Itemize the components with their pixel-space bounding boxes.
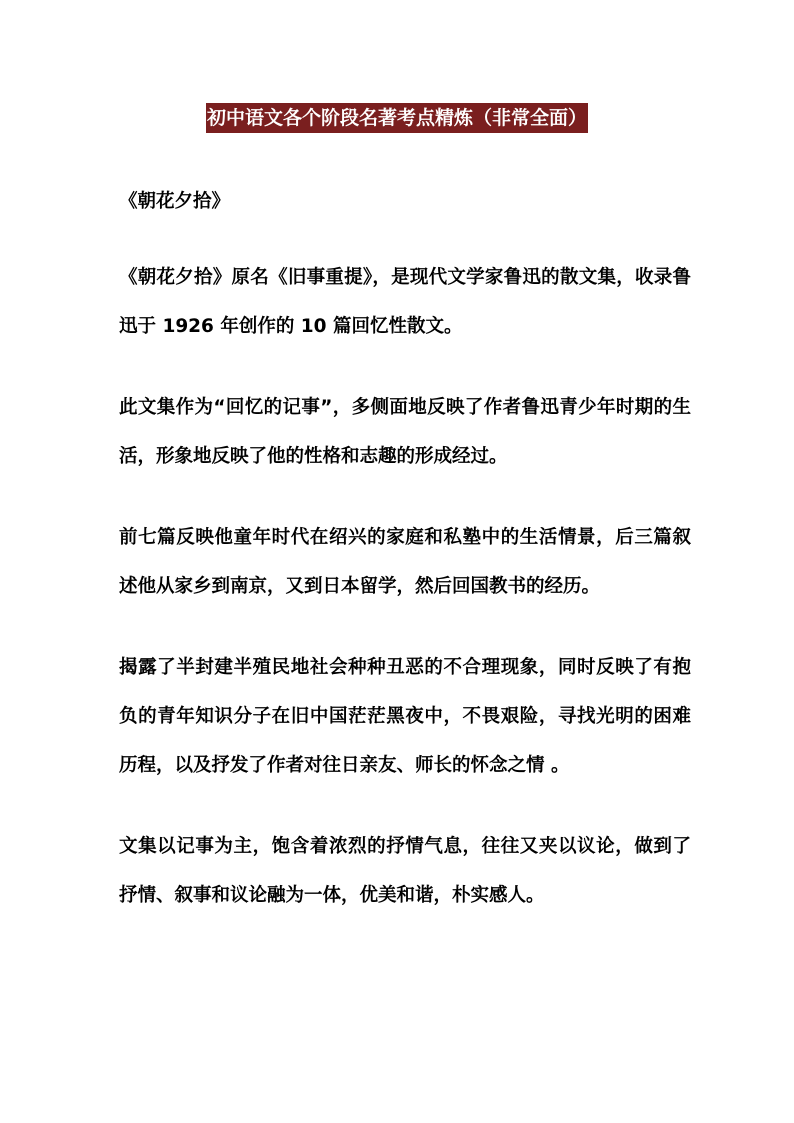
document-title: 初中语文各个阶段名著考点精炼（非常全面） xyxy=(206,103,588,133)
section-heading: 《朝花夕拾》 xyxy=(119,191,231,212)
paragraph-structure: 前七篇反映他童年时代在绍兴的家庭和私塾中的生活情景，后三篇叙述他从家乡到南京，又到日本留学，然后回国教书的经历。 xyxy=(119,527,691,597)
paragraph-intro: 《朝花夕拾》原名《旧事重提》，是现代文学家鲁迅的散文集，收录鲁迅于 1926 年创作的 10 篇回忆性散文。 xyxy=(119,267,691,337)
paragraph-memoir-record: 此文集作为“回忆的记事”，多侧面地反映了作者鲁迅青少年时期的生活，形象地反映了他的性格和志趣的形成经过。 xyxy=(119,397,691,467)
paragraph-themes: 揭露了半封建半殖民地社会种种丑恶的不合理现象，同时反映了有抱负的青年知识分子在旧中国茫茫黑夜中，不畏艰险，寻找光明的困难历程，以及抒发了作者对往日亲友、师长的怀念之情 。 xyxy=(119,657,691,776)
paragraph-style: 文集以记事为主，饱含着浓烈的抒情气息，往往又夹以议论，做到了抒情、叙事和议论融为一体，优美和谐，朴实感人。 xyxy=(119,836,691,906)
document-body xyxy=(119,182,691,952)
title-container xyxy=(0,103,794,133)
